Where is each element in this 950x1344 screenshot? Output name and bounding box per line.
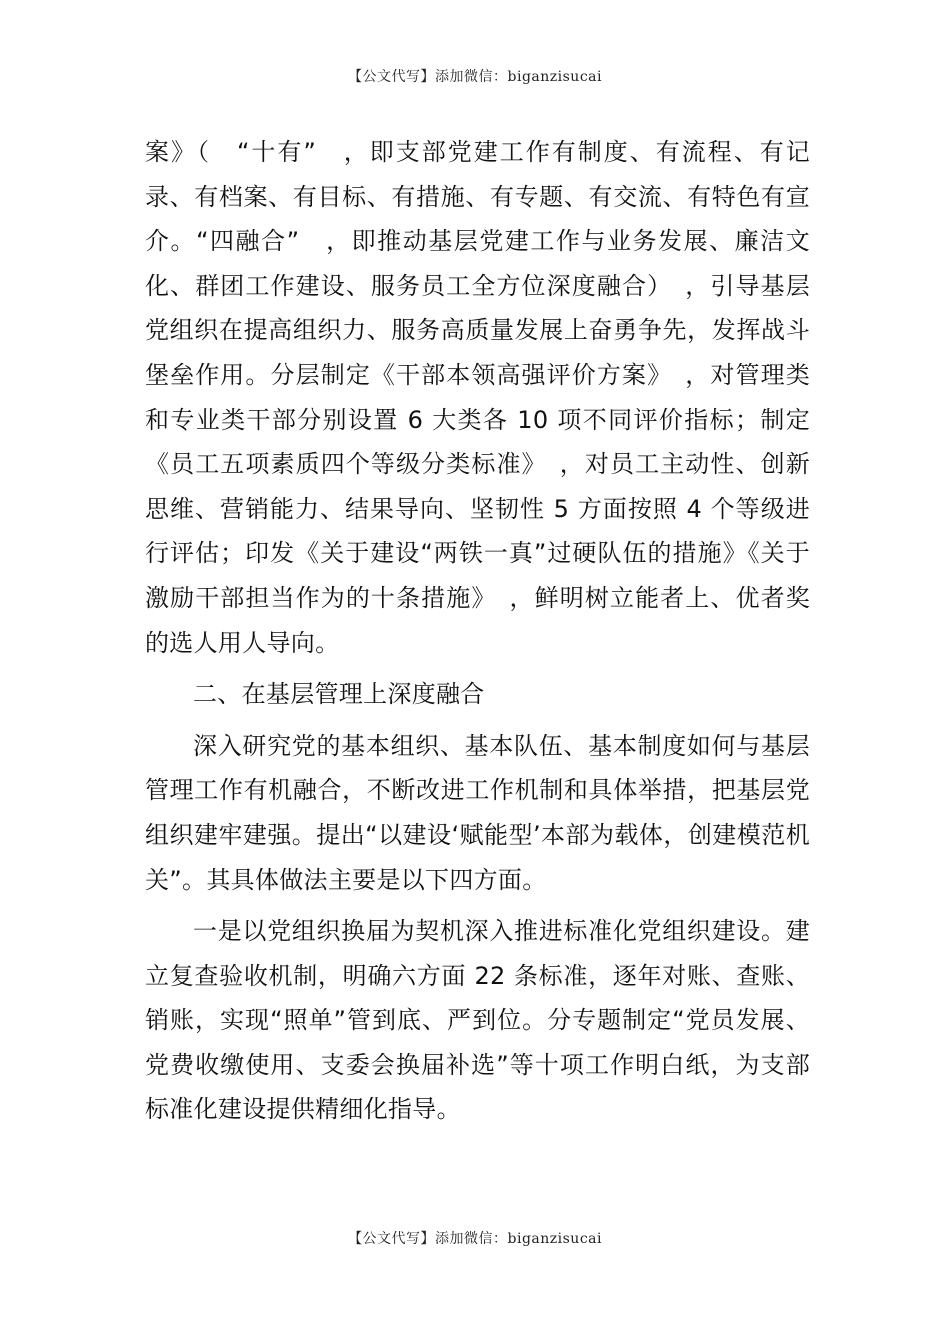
page-header: 【公文代写】添加微信：biganzisucai bbox=[348, 69, 602, 85]
paragraph-continued: 案》（ “十有” ，即支部党建工作有制度、有流程、有记录、有档案、有目标、有措施、有专题、有交流、有特色有宣介。“四融合” ，即推动基层党建工作与业务发展、廉洁文化、群团工作建设、服务员工全方位深度融合） ，引导基层党组织在提高组织力、服务高质量发展上奋勇争先，发挥战斗堡垒作用。分层制定《干部本领高强评价方案》 ，对管理类和专业类干部分别设置 6 大类各 10 项不同评价指标；制定《员工五项素质四个等级分类标准》 ，对员工主动性、创新思维、营销能力、结果导向、坚韧性 5 方面按照 4 个等级进行评估；印发《关于建设“两铁一真”过硬队伍的措施》《关于激励干部担当作为的十条措施》 ，鲜明树立能者上、优者奖的选人用人导向。 bbox=[145, 138, 810, 657]
paragraph-point-one: 一是以党组织换届为契机深入推进标准化党组织建设。建立复查验收机制，明确六方面 22 条标准，逐年对账、查账、销账，实现“照单”管到底、严到位。分专题制定“党员发展、党费收缴使用、支委会换届补选”等十项工作明白纸，为支部标准化建设提供精细化指导。 bbox=[145, 917, 810, 1124]
document-body bbox=[145, 130, 810, 1132]
section-heading: 二、在基层管理上深度融合 bbox=[193, 680, 485, 709]
page-footer: 【公文代写】添加微信：biganzisucai bbox=[348, 1231, 602, 1247]
paragraph-intro: 深入研究党的基本组织、基本队伍、基本制度如何与基层管理工作有机融合，不断改进工作机制和具体举措，把基层党组织建牢建强。提出“以建设‘赋能型’本部为载体，创建模范机关”。其具体做法主要是以下四方面。 bbox=[145, 731, 810, 894]
